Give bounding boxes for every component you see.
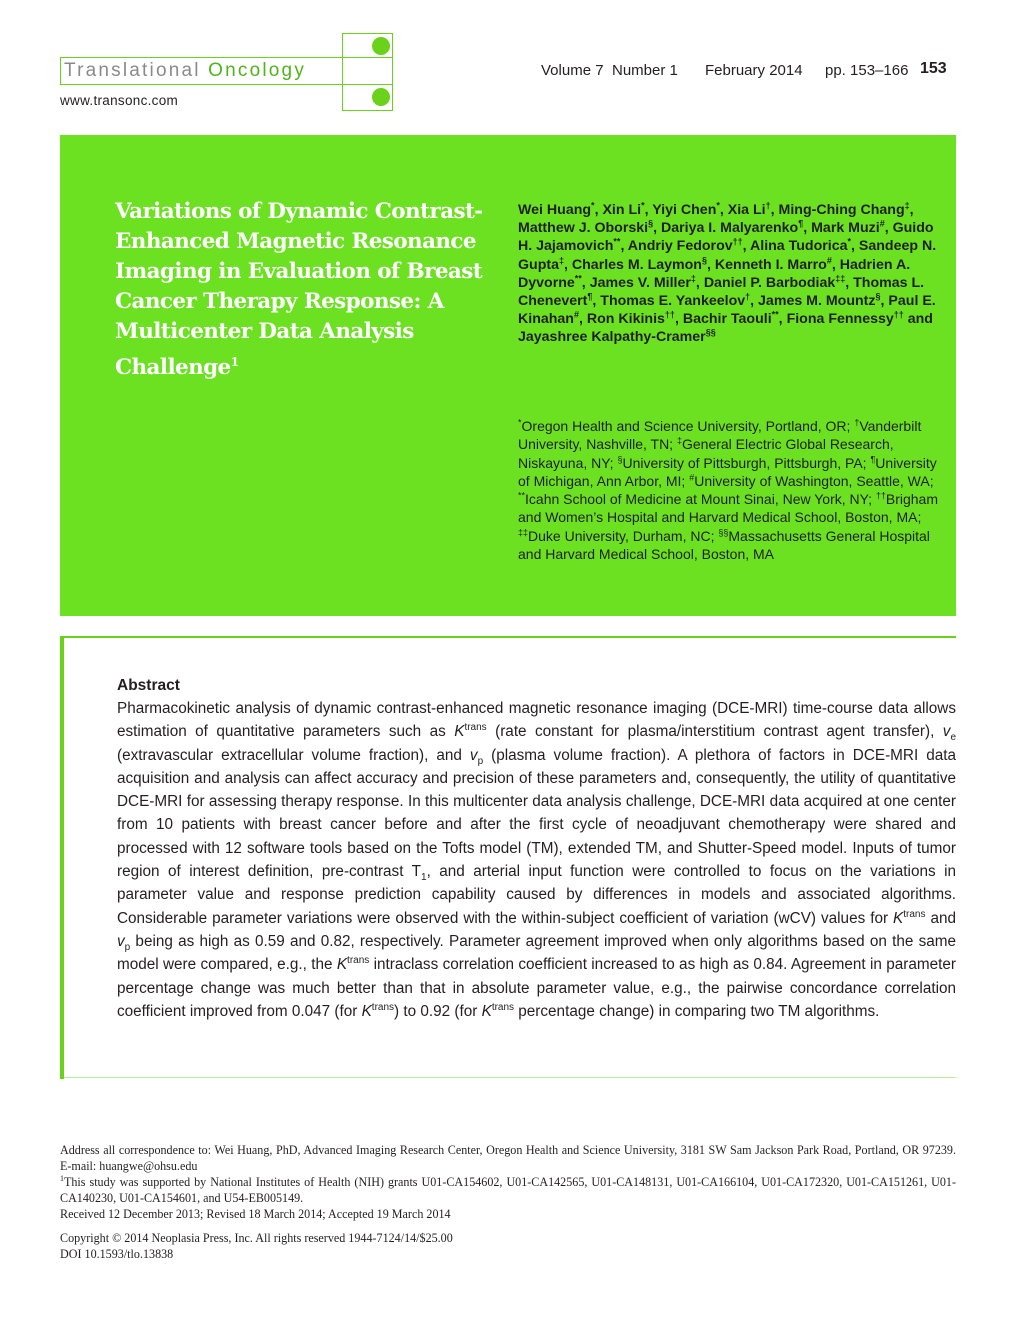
- author-affiliation-mark: §§: [705, 327, 716, 338]
- author-name: Xin Li: [602, 202, 642, 218]
- author-name: Thomas L. Chenevert: [518, 274, 925, 310]
- author-name: Hadrien A. Dyvorne: [518, 256, 911, 291]
- affiliation-mark: §§: [718, 527, 729, 538]
- affiliation-item: [518, 418, 850, 434]
- abstract-left-rule: [60, 636, 64, 1079]
- author-affiliation-mark: #: [879, 218, 885, 229]
- affiliation-item: [518, 491, 872, 507]
- author-affiliation-mark: **: [771, 309, 779, 320]
- author-affiliation-mark: ††: [664, 309, 675, 320]
- funding-note: [60, 1174, 956, 1206]
- funding-note-mark: 1: [60, 1173, 64, 1183]
- affiliation-mark: ‡‡: [518, 527, 529, 538]
- author-name: Thomas E. Yankeelov: [600, 293, 746, 310]
- affiliation-mark: ‡: [676, 435, 682, 446]
- affiliation-mark: #: [689, 472, 695, 483]
- author-list: Wei Huang*, Xin Li*, Yiyi Chen*, Xia Li†, Ming-Ching Chang‡, Matthew J. Oborski§, Dariya I. Malyarenko¶, Mark Muzi#, Guido H. Jajamovich**, Andriy Fedorov††, Alina Tudorica*, Sandeep N. Gupta‡, Charles M. Laymon§, Kenneth I. Marro#, Hadrien A. Dyvorne**, James V. Miller‡, Daniel P. Barbodiak‡‡, Thomas L. Chenevert¶, Thomas E. Yankeelov†, James M. Mountz§, Paul E. Kinahan#, Ron Kikinis††, Bachir Taouli**, Fiona Fennessy†† and Jayashree Kalpathy-Cramer§§: [518, 200, 937, 346]
- affiliation-mark: †: [854, 417, 860, 428]
- journal-logo-band: [342, 57, 393, 85]
- issue-number: Number 1: [612, 62, 678, 79]
- author-affiliation-mark: *: [641, 200, 645, 211]
- affiliation-mark: *: [518, 417, 522, 428]
- author-affiliation-mark: ¶: [587, 291, 593, 302]
- logo-dot-icon: [372, 88, 390, 106]
- author-affiliation-mark: #: [573, 309, 579, 320]
- affiliation-mark: ††: [875, 490, 886, 501]
- author-affiliation-mark: ‡: [904, 200, 910, 211]
- abstract-heading: Abstract: [117, 677, 180, 694]
- affiliation-mark: §: [617, 453, 623, 464]
- correspondence-note: Address all correspondence to: Wei Huang, PhD, Advanced Imaging Research Center, Oregon Health and Science University, 3181 SW Sam Jackson Park Road, Portland, OR 97239. E-mail: huangwe@ohsu.edu: [60, 1143, 956, 1174]
- abstract-body: Pharmacokinetic analysis of dynamic contrast-enhanced magnetic resonance imaging (DCE-MRI) time-course data allows estimation of quantitative parameters such as $K^{trans}$ (rate constant for plasma/interstitium contrast agent transfer), $v_e$ (extravascular extracellular volume fraction), and $v_p$ (plasma volume fraction). A plethora of factors in DCE-MRI data acquisition and analysis can affect accuracy and precision of these parameters and, consequently, the utility of quantitative DCE-MRI for assessing therapy response. In this multicenter data analysis challenge, DCE-MRI data acquired at one center from 10 patients with breast cancer before and after the first cycle of neoadjuvant chemotherapy were shared and processed with 12 software tools based on the Tofts model (TM), extended TM, and Shutter-Speed model. Inputs of tumor region of interest definition, pre-contrast $T_1$, and arterial input function were controlled to focus on the variations in parameter value and response prediction capability caused by differences in models and associated algorithms. Considerable parameter variations were observed with the within-subject coefficient of variation (wCV) values for $K^{trans}$ and $v_p$ being as high as 0.59 and 0.82, respectively. Parameter agreement improved when only algorithms based on the same model were compared, e.g., the $K^{trans}$ intraclass correlation coefficient increased to as high as 0.84. Agreement in parameter percentage change was much better than that in absolute parameter value, e.g., the pairwise concordance correlation coefficient improved from 0.047 (for $K^{trans}$) to 0.92 (for $K^{trans}$ percentage change) in comparing two TM algorithms.: [117, 700, 957, 1020]
- affiliation-mark: ¶: [870, 453, 876, 464]
- journal-name-word1: Translational: [64, 60, 201, 81]
- author-name: Guido H. Jajamovich: [518, 220, 934, 255]
- author-name: Sandeep N. Gupta: [518, 238, 937, 273]
- author-affiliation-mark: **: [574, 273, 582, 284]
- author-affiliation-mark: ‡: [558, 254, 564, 265]
- affiliation-text: Oregon Health and Science University, Portland, OR;: [521, 418, 851, 434]
- affiliation-text: Vanderbilt University, Nashville, TN;: [518, 418, 922, 453]
- journal-name-word2: Oncology: [208, 60, 307, 81]
- author-affiliation-mark: §: [875, 291, 881, 302]
- article-title: [115, 197, 485, 383]
- abstract-top-rule: [60, 636, 956, 638]
- author-affiliation-mark: ‡: [690, 273, 696, 284]
- issue-pages: pp. 153–166: [825, 62, 909, 79]
- affiliation-text: Brigham and Women’s Hospital and Harvard Medical School, Boston, MA;: [518, 491, 939, 526]
- author-name: Bachir Taouli: [682, 311, 772, 328]
- author-name: James V. Miller: [589, 274, 691, 291]
- author-name: Fiona Fennessy: [786, 311, 894, 328]
- page-number: 153: [920, 60, 947, 77]
- author-name: James M. Mountz: [758, 293, 876, 310]
- author-affiliation-mark: ††: [732, 236, 743, 247]
- affiliation-mark: **: [518, 490, 526, 501]
- title-footnote-mark: 1: [230, 355, 239, 369]
- author-name: Jayashree Kalpathy-Cramer: [518, 329, 706, 346]
- author-name: Daniel P. Barbodiak: [703, 274, 836, 291]
- copyright-note: Copyright © 2014 Neoplasia Press, Inc. All rights reserved 1944-7124/14/$25.00: [60, 1231, 453, 1245]
- affiliation-text: Duke University, Durham, NC;: [528, 527, 715, 544]
- author-affiliation-mark: *: [716, 200, 720, 211]
- article-title-text: Variations of Dynamic Contrast-Enhanced Magnetic Resonance Imaging in Evaluation of Breast Cancer Therapy Response: A Multicenter Data Analysis Challenge: [115, 199, 483, 381]
- affiliation-text: Icahn School of Medicine at Mount Sinai, New York, NY;: [525, 491, 872, 508]
- received-dates: Received 12 December 2013; Revised 18 March 2014; Accepted 19 March 2014: [60, 1207, 451, 1221]
- author-affiliation-mark: ††: [893, 309, 904, 320]
- author-name: Charles M. Laymon: [571, 256, 702, 273]
- author-name: Andriy Fedorov: [627, 238, 733, 255]
- author-name: Yiyi Chen: [652, 202, 717, 218]
- affiliation-item: [518, 528, 714, 544]
- affiliation-item: [689, 473, 933, 489]
- journal-website[interactable]: www.transonc.com: [60, 93, 179, 108]
- author-name: Alina Tudorica: [750, 238, 848, 255]
- author-name: Kenneth I. Marro: [714, 256, 827, 273]
- logo-dot-icon: [372, 37, 390, 55]
- affiliation-text: University of Pittsburgh, Pittsburgh, PA;: [622, 454, 867, 471]
- author-name: Ming-Ching Chang: [778, 202, 905, 218]
- affiliation-text: University of Michigan, Ann Arbor, MI;: [518, 454, 937, 489]
- author-name: Mark Muzi: [811, 220, 880, 237]
- author-affiliation-mark: ¶: [798, 218, 804, 229]
- issue-volume: Volume 7: [541, 62, 604, 79]
- author-affiliation-mark: §: [701, 254, 707, 265]
- author-name: Xia Li: [727, 202, 766, 218]
- author-affiliation-mark: §: [648, 218, 654, 229]
- abstract-bottom-rule: [64, 1077, 956, 1078]
- author-affiliation-mark: #: [826, 254, 832, 265]
- author-affiliation-mark: ‡‡: [835, 273, 846, 284]
- affiliation-item: [617, 455, 866, 471]
- affiliation-text: General Electric Global Research, Niskayuna, NY;: [518, 436, 894, 471]
- author-affiliation-mark: **: [613, 236, 621, 247]
- authors-and: and: [903, 311, 933, 328]
- doi-note[interactable]: DOI 10.1593/tlo.13838: [60, 1247, 174, 1261]
- author-affiliation-mark: †: [765, 200, 771, 211]
- author-affiliation-mark: *: [591, 200, 595, 211]
- author-name: Ron Kikinis: [586, 311, 665, 328]
- affiliation-text: University of Washington, Seattle, WA;: [694, 472, 934, 489]
- affiliation-list: [518, 417, 938, 563]
- author-name: Wei Huang: [518, 202, 592, 218]
- author-name: Matthew J. Oborski: [518, 220, 649, 237]
- affiliation-text: Massachusetts General Hospital and Harvard Medical School, Boston, MA: [518, 527, 930, 563]
- funding-note-text: This study was supported by National Institutes of Health (NIH) grants U01-CA154602, U01-CA142565, U01-CA148131, U01-CA166104, U01-CA172320, U01-CA151261, U01-CA140230, U01-CA154601, and U54-EB005149.: [60, 1175, 956, 1206]
- journal-name: [64, 59, 306, 83]
- author-name: Dariya I. Malyarenko: [660, 220, 799, 237]
- author-name: Paul E. Kinahan: [518, 293, 936, 328]
- issue-date: February 2014: [705, 62, 803, 79]
- author-affiliation-mark: †: [745, 291, 751, 302]
- author-affiliation-mark: *: [847, 236, 852, 247]
